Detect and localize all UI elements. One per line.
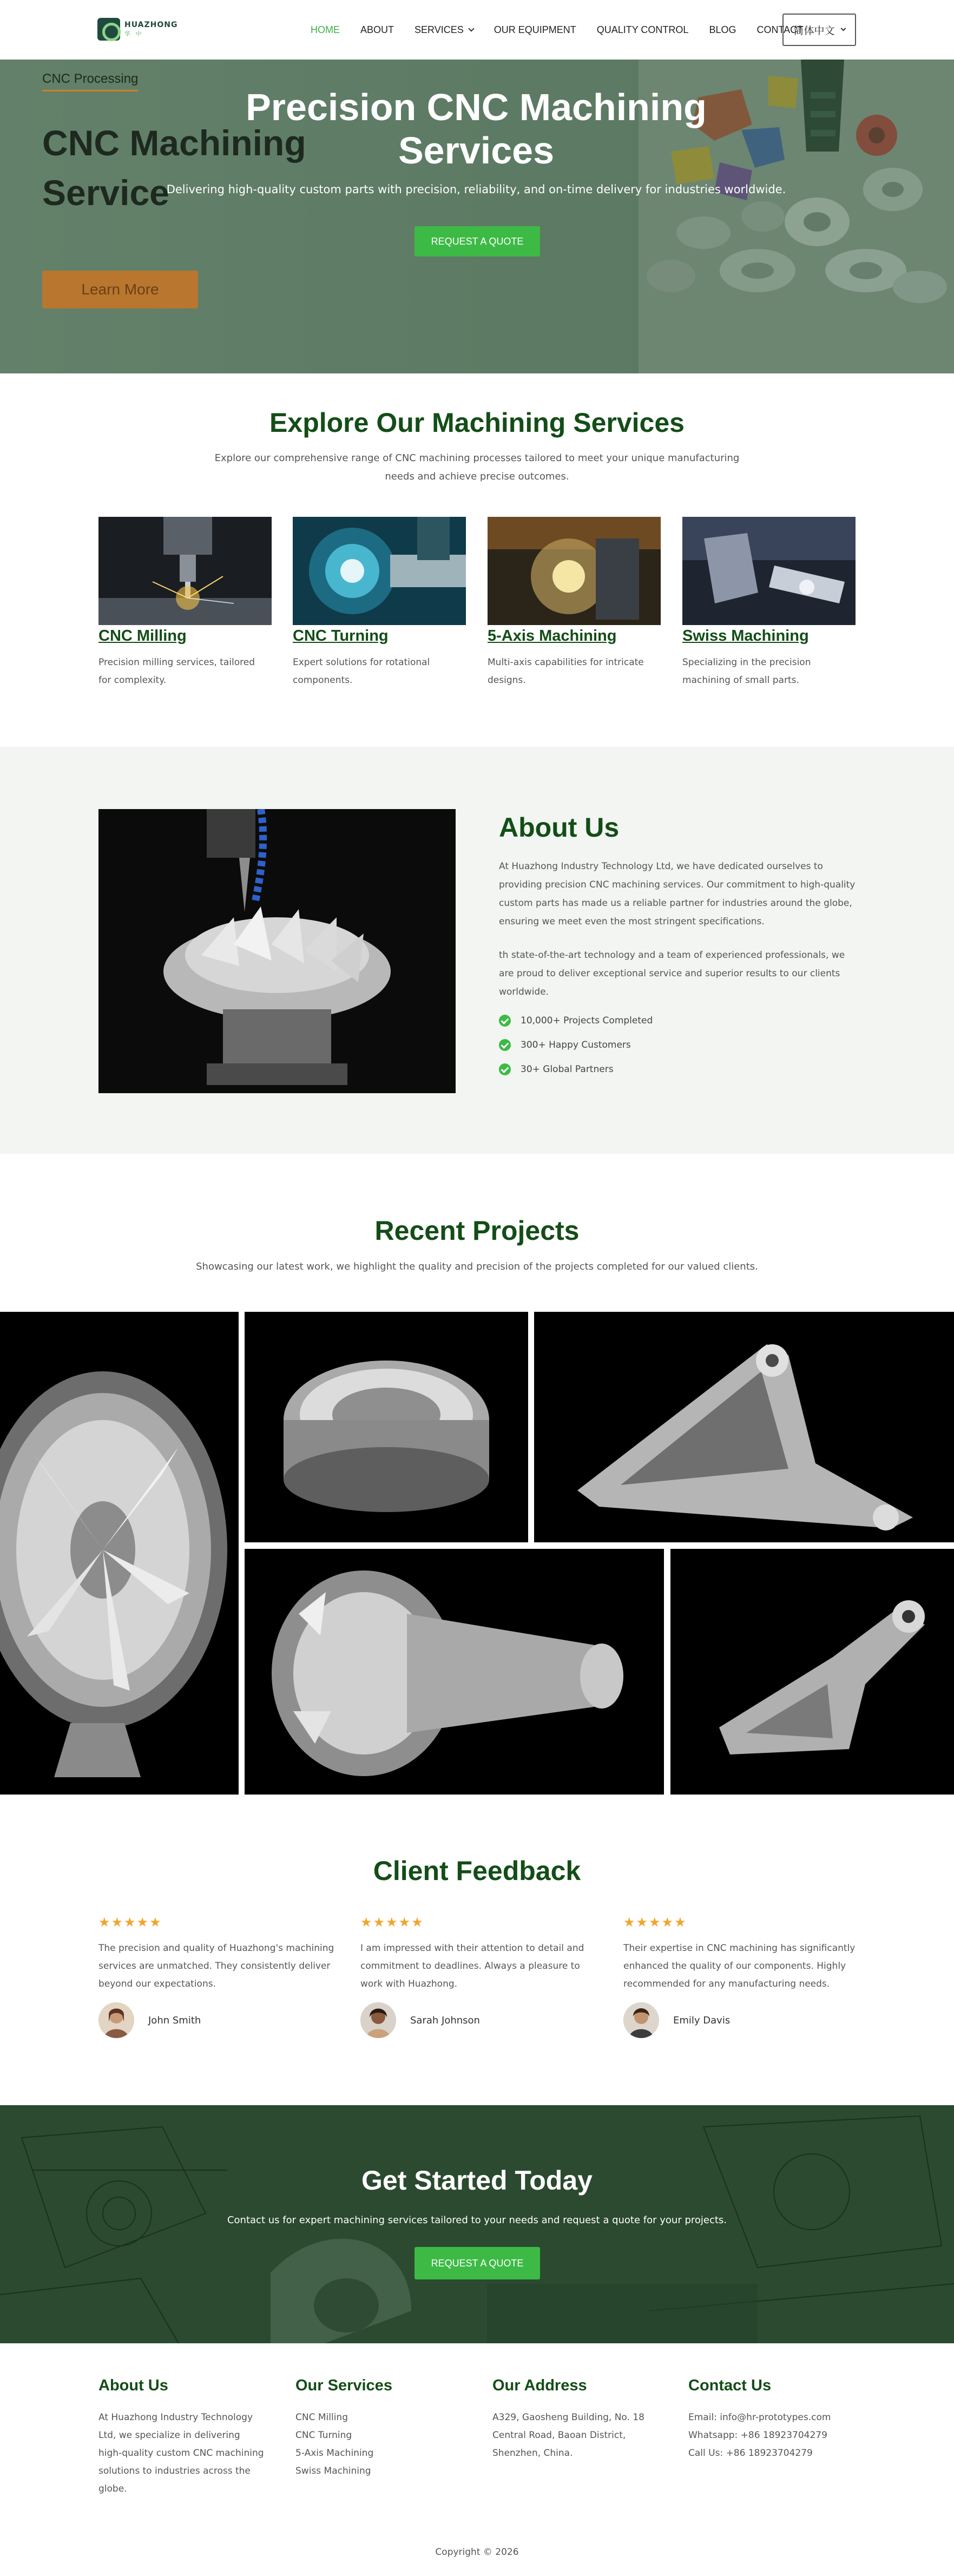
footer-address-title: Our Address <box>492 2377 587 2394</box>
footer-about-title: About Us <box>98 2377 168 2394</box>
testimonial-card <box>98 1915 337 2026</box>
star-rating-icon: ★★★★★ <box>98 1915 162 1930</box>
nav-contact[interactable]: CONTACT <box>756 24 804 35</box>
service-card-cnc-milling <box>98 517 272 689</box>
testimonial-name: Sarah Johnson <box>410 2014 480 2026</box>
machined-housing-image <box>245 1312 528 1542</box>
footer-link-5-axis[interactable]: 5-Axis Machining <box>295 2448 374 2459</box>
cta-title: Get Started Today <box>361 2165 593 2196</box>
hero-title: Precision CNC Machining Services <box>246 86 707 172</box>
stat-text: 10,000+ Projects Completed <box>521 1015 653 1026</box>
footer-email-link[interactable]: Email: info@hr-prototypes.com <box>688 2412 831 2423</box>
testimonial-quote: The precision and quality of Huazhong's machining services are unmatched. They consistently deliver beyond our expectations. <box>98 1943 334 1989</box>
services-intro: Explore our comprehensive range of CNC machining processes tailored to meet your unique manufacturing needs and achieve precise outcomes. <box>214 452 740 482</box>
nav-home[interactable]: HOME <box>311 24 340 35</box>
request-quote-button[interactable]: REQUEST A QUOTE <box>415 226 540 257</box>
language-select[interactable] <box>782 14 856 46</box>
get-started-section <box>0 2105 954 2343</box>
project-image-arm-part[interactable] <box>670 1549 954 1795</box>
stat-text: 300+ Happy Customers <box>521 1040 631 1050</box>
turbine-fan-image <box>0 1312 239 1795</box>
testimonial-name: Emily Davis <box>673 2014 731 2026</box>
chevron-down-icon <box>468 25 474 31</box>
nav-services[interactable] <box>404 24 484 36</box>
stat-customers <box>499 1039 631 1051</box>
service-desc: Multi-axis capabilities for intricate designs. <box>488 657 644 686</box>
service-desc: Precision milling services, tailored for complexity. <box>98 657 255 686</box>
footer-link-cnc-milling[interactable]: CNC Milling <box>295 2412 348 2423</box>
service-desc: Specializing in the precision machining of small parts. <box>682 657 811 686</box>
logo-subtext: 华 中 <box>124 30 143 37</box>
request-quote-button[interactable]: REQUEST A QUOTE <box>415 2247 540 2279</box>
footer-address-text: A329, Gaosheng Building, No. 18 Central Road, Baoan District, Shenzhen, China. <box>492 2412 644 2459</box>
chevron-down-icon <box>840 26 846 31</box>
service-desc: Expert solutions for rotational components. <box>293 657 430 686</box>
service-card-swiss-machining <box>682 517 856 689</box>
about-paragraph-2: th state-of-the-art technology and a team of experienced professionals, we are proud to deliver exceptional service and superior results to our clients worldwide. <box>499 950 845 997</box>
logo-wordmark <box>124 21 177 38</box>
copyright: Copyright © 2026 <box>435 2547 519 2558</box>
testimonial-author <box>98 2002 201 2038</box>
check-icon <box>499 1015 511 1027</box>
swiss-machining-image <box>682 517 856 625</box>
nav-quality-control[interactable]: QUALITY CONTROL <box>596 24 689 35</box>
stat-projects <box>499 1015 653 1027</box>
cnc-milling-image <box>98 517 272 625</box>
star-rating-icon: ★★★★★ <box>360 1915 424 1930</box>
testimonial-card <box>360 1915 598 2026</box>
project-image-housing[interactable] <box>245 1312 528 1542</box>
footer-contact <box>688 2377 856 2462</box>
logo-text: HUAZHONG <box>124 21 178 29</box>
footer-link-cnc-turning[interactable]: CNC Turning <box>295 2430 352 2441</box>
hero-subtitle: Delivering high-quality custom parts with precision, reliability, and on-time delivery for industries worldwide. <box>166 183 786 196</box>
footer-address <box>492 2377 660 2462</box>
five-axis-machining-image <box>488 517 661 625</box>
machined-rotor-image <box>245 1549 664 1795</box>
footer-whatsapp-link[interactable]: Whatsapp: +86 18923704279 <box>688 2430 827 2441</box>
nav-about[interactable]: ABOUT <box>360 24 394 35</box>
testimonial-name: John Smith <box>148 2014 201 2026</box>
nav-services-label: SERVICES <box>415 24 464 35</box>
nav-our-equipment[interactable]: OUR EQUIPMENT <box>494 24 576 35</box>
feedback-title: Client Feedback <box>373 1856 581 1886</box>
avatar <box>623 2002 659 2038</box>
machined-arm-part-image <box>670 1549 954 1795</box>
service-name[interactable]: Swiss Machining <box>682 627 809 645</box>
footer-link-swiss[interactable]: Swiss Machining <box>295 2466 371 2476</box>
learn-more-button[interactable]: Learn More <box>42 271 198 308</box>
machined-bracket-image <box>534 1312 954 1542</box>
hero-eyebrow: CNC Processing <box>42 71 138 91</box>
star-rating-icon: ★★★★★ <box>623 1915 687 1930</box>
projects-intro: Showcasing our latest work, we highlight the quality and precision of the projects completed for our valued clients. <box>196 1261 758 1272</box>
about-title: About Us <box>499 812 620 843</box>
site-header <box>0 0 954 60</box>
project-image-turbine-fan[interactable] <box>0 1312 239 1795</box>
services-title: Explore Our Machining Services <box>269 408 685 438</box>
site-logo[interactable] <box>97 16 179 42</box>
service-card-cnc-turning <box>293 517 466 689</box>
footer-phone-link[interactable]: Call Us: +86 18923704279 <box>688 2448 813 2459</box>
footer-services <box>295 2377 463 2480</box>
about-section <box>0 747 954 1154</box>
footer-services-title: Our Services <box>295 2377 392 2394</box>
footer-about <box>98 2377 266 2498</box>
hero-section <box>0 60 954 373</box>
testimonial-quote: I am impressed with their attention to detail and commitment to deadlines. Always a pleasure to work with Huazhong. <box>360 1943 584 1989</box>
check-icon <box>499 1063 511 1075</box>
about-paragraph-1: At Huazhong Industry Technology Ltd, we have dedicated ourselves to providing precision CNC machining services. Our commitment to high-quality custom parts has made us a reliable partner for industries around the globe, ensuring we meet even the most stringent specifications. <box>499 861 856 927</box>
stat-partners <box>499 1063 614 1075</box>
avatar <box>360 2002 396 2038</box>
cnc-turning-image <box>293 517 466 625</box>
service-name[interactable]: CNC Turning <box>293 627 389 645</box>
impeller-machining-image <box>98 809 456 1093</box>
stat-text: 30+ Global Partners <box>521 1064 614 1075</box>
service-name[interactable]: 5-Axis Machining <box>488 627 617 645</box>
hero-slide-title: CNC Machining Service <box>42 123 306 213</box>
testimonial-quote: Their expertise in CNC machining has significantly enhanced the quality of our components. Highly recommended for any manufacturing needs. <box>623 1943 856 1989</box>
project-image-bracket[interactable] <box>534 1312 954 1542</box>
testimonial-card <box>623 1915 861 2026</box>
service-card-5-axis-machining <box>488 517 661 689</box>
project-image-rotor[interactable] <box>245 1549 664 1795</box>
service-name[interactable]: CNC Milling <box>98 627 187 645</box>
language-select-value: 简体中文 <box>793 24 835 37</box>
footer-contact-title: Contact Us <box>688 2377 772 2394</box>
avatar <box>98 2002 134 2038</box>
check-icon <box>499 1039 511 1051</box>
nav-blog[interactable]: BLOG <box>709 24 736 35</box>
footer-about-text: At Huazhong Industry Technology Ltd, we specialize in delivering high-quality custom CNC machining solutions to industries across the globe. <box>98 2412 264 2494</box>
projects-title: Recent Projects <box>374 1215 580 1246</box>
testimonial-author <box>623 2002 730 2038</box>
cta-subtitle: Contact us for expert machining services tailored to your needs and request a quote for your projects. <box>227 2214 727 2226</box>
logo-mark-icon <box>97 18 120 41</box>
testimonial-author <box>360 2002 480 2038</box>
main-nav <box>300 21 813 39</box>
